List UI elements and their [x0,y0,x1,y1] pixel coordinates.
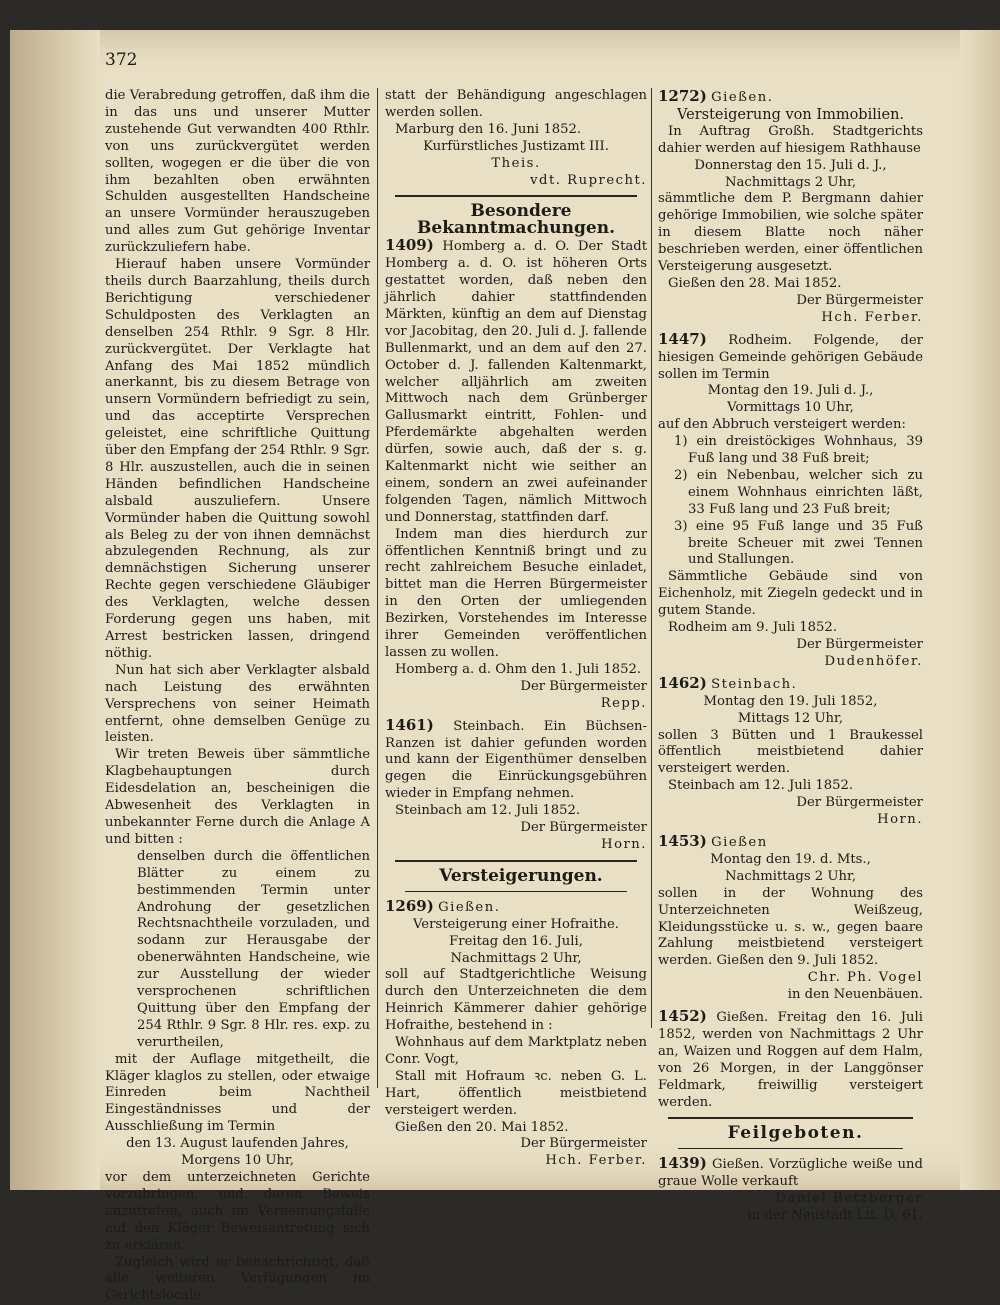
list-item: 3) eine 95 Fuß lange und 35 Fuß breite Scheuer mit zwei Tennen und Stallungen. [674,518,923,568]
page-edge-shadow [960,30,1000,1190]
page-number: 372 [105,50,138,70]
notice-number: 1462) [658,673,707,692]
paragraph: Indem man dies hierdurch zur öffentlichen Kenntniß bringt und zu recht zahlreichem Besuche einladet, bittet man die Herren Bürgermeister in den Orten der umliegenden Bezirken, Vorstehendes im Interesse ihrer Gemeinden veröffentlichen lassen zu wollen. [385,526,647,660]
column-divider [651,88,652,1028]
paragraph: Nun hat sich aber Verklagter alsbald nach Leistung des erwähnten Versprechens von seiner Heimath entfernt, ohne demselben Genüge zu leisten. [105,662,370,746]
section-rule [405,891,627,892]
list-item: 2) ein Nebenbau, welcher sich zu einem Wohnhaus einrichten läßt, 33 Fuß lang und 23 Fuß breit; [674,467,923,517]
date-line: Marburg den 16. Juni 1852. [395,121,582,137]
list-item: Wohnhaus auf dem Marktplatz neben Conr. Vogt, [385,1035,647,1067]
section-rule [668,1117,913,1119]
section-rule [395,860,637,862]
notice-number: 1439) [658,1154,707,1173]
auction-date: Montag den 19. d. Mts., [710,851,871,867]
date-line: Rodheim am 9. Juli 1852. [668,620,838,636]
signature: Repp. [600,695,647,711]
signature: Daniel Betzberger [775,1191,923,1207]
notice-place: Gießen. [438,899,501,915]
date-line: Steinbach am 12. Juli 1852. [668,778,854,794]
notice-place: Gießen. [711,90,774,105]
signature: Theis. [491,155,541,171]
signature: Dudenhöfer. [824,653,923,669]
auction-date: Montag den 19. Juli d. J., [707,383,874,399]
auction-date: Donnerstag den 15. Juli d. J., [694,157,887,173]
notice-number: 1269) [385,896,434,915]
signature-title: Der Bürgermeister [796,292,923,308]
signature-title: Der Bürgermeister [520,820,647,836]
paragraph-indented: denselben durch die öffentlichen Blätter zu einem zu bestimmenden Termin unter Androhung der gesetzlichen Rechtsnachtheile vorzuladen, und sodann zur Herausgabe der obenerwähnten Handscheine, wie zur Ausstellung der wieder versprochenen schriftlichen Quittung über den Empfang der 254 Rthlr. 9 Sgr. 8 Hlr. res. exp. zu verurtheilen, [137,848,370,1050]
signature: Horn. [601,836,647,852]
paragraph: vor dem unterzeichneten Gerichte vorzubringen, und deren Beweis anzutreten, auch im Verneinungsfalle auf den Kläger Beweisantretung sich zu erklären. [105,1170,370,1253]
notice-number: 1461) [385,715,434,734]
date-line: Gießen den 20. Mai 1852. [395,1119,569,1135]
signature: vdt. Ruprecht. [530,172,647,188]
notice-number: 1452) [658,1007,707,1026]
notice-text: sollen in der Wohnung des Unterzeichneten Weißzeug, Kleidungsstücke u. s. w., gegen baare Zahlung meistbietend versteigert werden. Gießen den 9. Juli 1852. [658,885,923,969]
notice-title: Versteigerung von Immobilien. [676,106,905,123]
signature-title: Der Bürgermeister [796,795,923,811]
column-right [658,88,923,1225]
notice-text: Steinbach. Ein Büchsen-Ranzen ist dahier gefunden worden und kann der Eigenthümer denselben gegen die Einrückungsgebühren wieder in Empfang nehmen. [385,718,647,802]
notice-place: Steinbach. [711,676,798,692]
notice-text: Rodheim. Folgende, der hiesigen Gemeinde gehörigen Gebäude sollen im Termin [658,332,923,382]
auction-time: Nachmittags 2 Uhr, [450,950,582,966]
paragraph: Hierauf haben unsere Vormünder theils durch Baarzahlung, theils durch Berichtigung verschiedener Schuldposten des Verklagten an denselben 254 Rthlr. 9 Sgr. 8 Hlr. zurückvergütet. Der Verklagte hat Anfang des Mai 1852 mündlich anerkannt, bis zu diesem Betrage von unsern Vormündern befriedigt zu sein, und das acceptirte Versprechen geleistet, eine schriftliche Quittung über den Empfang der 254 Rthlr. 9 Sgr. 8 Hlr. auszustellen, auch die in seinen Händen befindlichen Handscheine alsbald auszuliefern. Unsere Vormünder haben die Quittung sowohl als Beleg zu der von ihnen demnächst abzulegenden Rechnung, als zur demnächstigen Sicherung unserer Rechte gegen verschiedene Gläubiger des Verklagten, welche dessen Forderung gegen uns haben, mit Arrest bestricken lassen, dringend nöthig. [105,257,370,661]
column-middle [385,88,647,1170]
paragraph: auf den Abbruch versteigert werden: [658,417,906,433]
paragraph: sämmtliche dem P. Bergmann dahier gehörige Immobilien, wie solche später in diesem Blatte noch näher beschrieben werden, einer öffentlichen Versteigerung ausgesetzt. [658,191,923,275]
section-heading: Feilgeboten. [727,1123,864,1144]
paragraph: Sämmtliche Gebäude sind von Eichenholz, mit Ziegeln gedeckt und in gutem Stande. [658,569,923,619]
notice-text: Homberg a. d. O. Der Stadt Homberg a. d. O. ist höheren Orts gestattet worden, daß neben den jährlich dahier stattfindenden Märkten, künftig an dem auf Dienstag vor Jacobitag, den 20. Juli d. J. fallende Bullenmarkt, und an dem auf den 27. October d. J. fallenden Kaltenmarkt, welcher alljährlich am zweiten Mittwoch nach dem Grünberger Gallusmarkt eintritt, Fohlen- und Pferdemärkte abgehalten werden dürfen, sowie auch, daß der s. g. Kaltenmarkt nicht wie seither an einem, sondern an zwei aufeinander folgenden Tagen, nämlich Mittwoch und Donnerstag, stattfinden darf. [385,239,647,525]
notice-text: sollen 3 Bütten und 1 Braukessel öffentlich meistbietend dahier versteigert werden. [658,727,923,777]
section-heading: Versteigerungen. [439,865,603,886]
signature-title: Der Bürgermeister [520,678,647,694]
paragraph: mit der Auflage mitgetheilt, die Kläger klaglos zu stellen, oder etwaige Einreden beim Nachtheil Eingeständnisses und der Ausschließung im Termin [105,1051,370,1135]
book-spine-shadow [10,30,100,1190]
signature-title: Der Bürgermeister [796,637,923,652]
notice-text: Gießen. Vorzügliche weiße und graue Wolle verkauft [658,1157,923,1190]
date-line: Gießen den 28. Mai 1852. [668,275,842,291]
paragraph: die Verabredung getroffen, daß ihm die in das uns und unserer Mutter zustehende Gut verwandten 400 Rthlr. von uns zurückvergütet werden sollten, wogegen er die über die von ihm bezahlten oben erwähnten Schulden ausgestellten Handscheine an unsere Vormünder herauszugeben und alles zum Gut gehörige Inventar zurückzuliefern habe. [105,88,370,256]
notice-title: Versteigerung einer Hofraithe. [413,916,619,932]
notice-place: Gießen [711,834,768,850]
notice-number: 1447) [658,329,707,348]
auction-time: Nachmittags 2 Uhr, [724,174,857,190]
list-item: 1) ein dreistöckiges Wohnhaus, 39 Fuß lang und 38 Fuß breit; [674,434,923,467]
notice-number: 1453) [658,831,707,850]
notice-number: 1272) [658,87,707,105]
auction-date: Freitag den 16. Juli, [449,933,583,949]
term-time: Morgens 10 Uhr, [180,1153,295,1169]
paragraph: Wir treten Beweis über sämmtliche Klagbehauptungen durch Eidesdelation an, bescheinigen die Abwesenheit des Verklagten in unbekannter Ferne durch die Anlage A und bitten : [105,747,370,847]
paragraph: Zugleich wird er benachrichtigt, daß alle weiteren Verfügungen im Gerichtslocale [105,1254,370,1304]
notice-text: Gießen. Freitag den 16. Juli 1852, werden von Nachmittags 2 Uhr an, Waizen und Roggen auf dem Halm, von 26 Morgen, in der Langgönser Feldmark, freiwillig versteigert werden. [658,1010,923,1110]
signature: Hch. Ferber. [821,309,923,325]
term-date: den 13. August laufenden Jahres, [126,1136,349,1152]
signature: Chr. Ph. Vogel [807,970,923,986]
list-item: Stall mit Hofraum ꝛc. neben G. L. Hart, öffentlich meistbietend versteigert werden. [385,1068,647,1118]
auction-time: Mittags 12 Uhr, [737,710,844,726]
column-left [105,88,370,1305]
paragraph: statt der Behändigung angeschlagen werden sollen. [385,88,647,120]
auction-time: Nachmittags 2 Uhr, [724,868,857,884]
date-line: Steinbach am 12. Juli 1852. [395,803,581,819]
notice-text: soll auf Stadtgerichtliche Weisung durch den Unterzeichneten die dem Heinrich Kämmerer dahier gehörige Hofraithe, bestehend in : [385,967,647,1034]
auction-time: Vormittags 10 Uhr, [727,400,854,416]
auction-date: Montag den 19. Juli 1852, [703,693,878,709]
signature-title: Der Bürgermeister [520,1136,647,1152]
section-rule [678,1148,903,1149]
court-name: Kurfürstliches Justizamt III. [423,138,609,154]
signature-address: in der Neustadt Lit. D. 61. [747,1208,923,1224]
notice-number: 1409) [385,236,434,255]
section-heading: Besondere Bekanntmachungen. [417,201,615,239]
paragraph: In Auftrag Großh. Stadtgerichts dahier werden auf hiesigem Rathhause [658,123,923,156]
section-rule [395,195,637,197]
date-line: Homberg a. d. Ohm den 1. Juli 1852. [395,661,642,677]
column-divider [377,88,378,1088]
signature: Hch. Ferber. [545,1153,647,1169]
signature: Horn. [877,812,923,828]
signature-address: in den Neuenbäuen. [787,987,923,1003]
